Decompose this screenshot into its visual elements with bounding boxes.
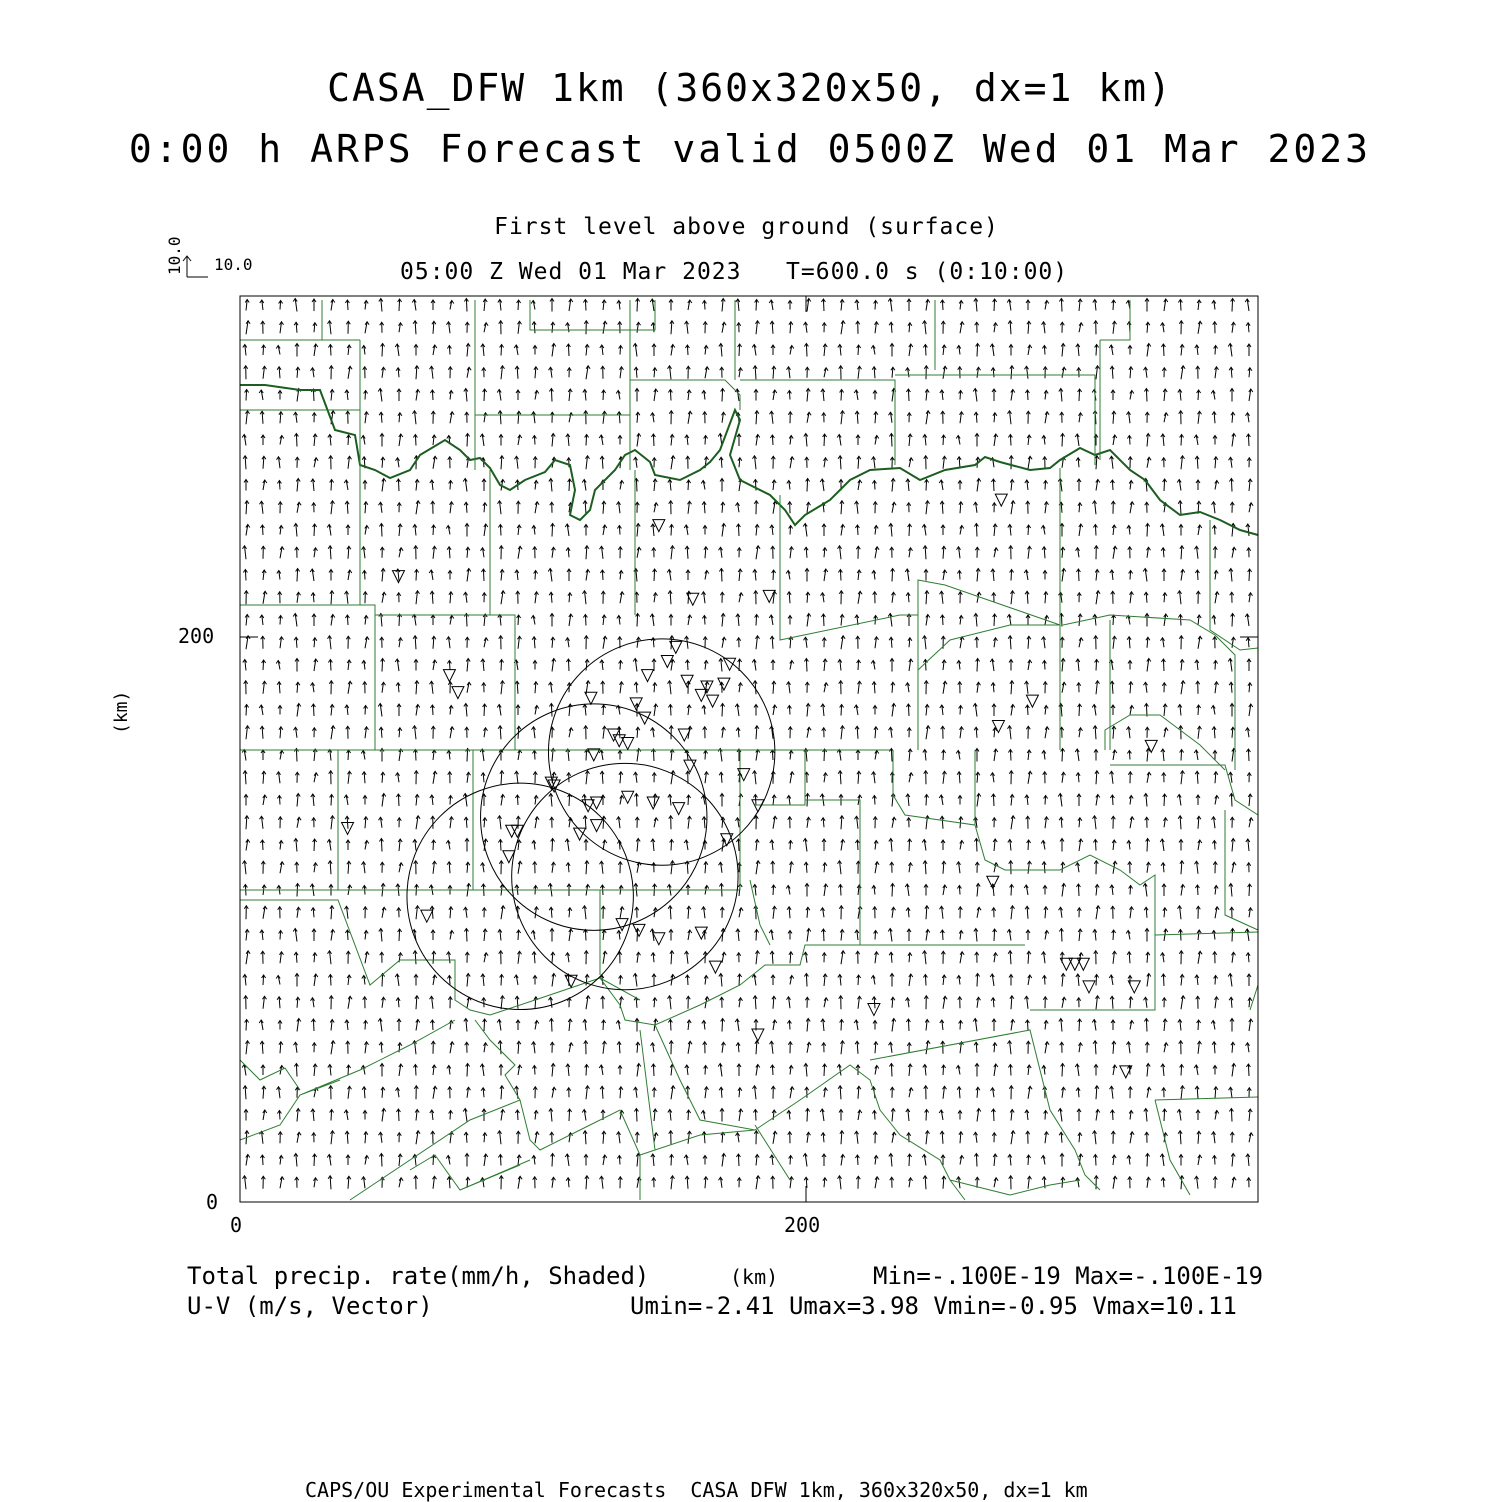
station-marker bbox=[673, 803, 685, 815]
wind-vector bbox=[1078, 569, 1079, 581]
station-marker bbox=[752, 1029, 764, 1041]
wind-vector bbox=[1249, 884, 1250, 896]
wind-vector bbox=[382, 659, 383, 672]
station-marker bbox=[642, 670, 654, 682]
wind-vector bbox=[976, 1154, 977, 1167]
wind-vector bbox=[722, 704, 723, 717]
wind-vector bbox=[484, 389, 485, 401]
wind-vector bbox=[1164, 794, 1165, 806]
station-marker bbox=[647, 797, 659, 809]
wind-vector bbox=[483, 569, 484, 581]
y-axis-label: (km) bbox=[111, 691, 132, 734]
wind-vector bbox=[1232, 929, 1233, 942]
wind-vector bbox=[738, 1154, 739, 1166]
wind-vector bbox=[568, 974, 569, 986]
footer-credit: CAPS/OU Experimental Forecasts CASA DFW 1km, 360x320x50, dx=1 km bbox=[305, 1478, 1088, 1502]
wind-vector bbox=[313, 1019, 314, 1031]
wind-vector bbox=[398, 479, 399, 491]
wind-vector bbox=[313, 704, 314, 716]
wind-vector bbox=[1248, 434, 1249, 446]
wind-vector bbox=[824, 434, 825, 446]
wind-vector bbox=[552, 524, 553, 537]
wind-vector bbox=[738, 524, 739, 536]
radar-ring bbox=[407, 783, 633, 1009]
wind-vector bbox=[1062, 749, 1063, 762]
wind-vector bbox=[909, 1154, 910, 1166]
vector-scale-x-label: 10.0 bbox=[214, 255, 253, 274]
wind-vector bbox=[1062, 434, 1063, 447]
station-marker bbox=[695, 927, 707, 939]
wind-vector bbox=[569, 1109, 570, 1121]
vector-scale-key bbox=[183, 256, 208, 277]
wind-vector bbox=[892, 884, 893, 897]
wind-vector bbox=[1163, 344, 1164, 356]
county-lines-north-east bbox=[240, 300, 1258, 1100]
wind-vector bbox=[806, 344, 807, 357]
wind-vector bbox=[721, 569, 722, 582]
wind-vector bbox=[654, 569, 655, 581]
station-marker bbox=[684, 760, 696, 772]
wind-vector bbox=[637, 299, 638, 312]
wind-vector bbox=[976, 524, 977, 537]
wind-vector bbox=[569, 794, 570, 806]
wind-vector bbox=[1248, 749, 1249, 761]
wind-vector bbox=[824, 1064, 825, 1076]
wind-vector bbox=[1163, 659, 1164, 671]
wind-vector bbox=[381, 1154, 382, 1167]
wind-vector bbox=[653, 1064, 654, 1076]
station-marker bbox=[653, 520, 665, 532]
wind-vector bbox=[908, 704, 909, 716]
station-marker bbox=[653, 933, 665, 945]
wind-vector bbox=[1248, 1064, 1249, 1076]
x-tick-200: 200 bbox=[784, 1213, 820, 1237]
footer-minmax: Min=-.100E-19 Max=-.100E-19 bbox=[873, 1262, 1263, 1290]
station-marker bbox=[622, 738, 634, 750]
station-marker bbox=[443, 670, 455, 682]
wind-vector bbox=[551, 1019, 552, 1032]
wind-vector bbox=[1231, 479, 1232, 492]
wind-vector bbox=[909, 839, 910, 851]
wind-vector bbox=[739, 974, 740, 986]
wind-vector bbox=[467, 434, 468, 447]
wind-vector bbox=[722, 1019, 723, 1032]
wind-vector bbox=[1164, 479, 1165, 491]
wind-vector bbox=[297, 569, 298, 582]
wind-vector bbox=[993, 1109, 994, 1121]
station-marker bbox=[1026, 695, 1038, 707]
wind-vector bbox=[314, 1154, 315, 1166]
y-tick-200: 200 bbox=[178, 624, 214, 648]
wind-vector bbox=[1147, 839, 1148, 852]
wind-vector bbox=[568, 344, 569, 356]
station-marker bbox=[506, 825, 518, 837]
wind-vector bbox=[381, 839, 382, 852]
wind-vector bbox=[1061, 929, 1062, 942]
wind-vector bbox=[637, 614, 638, 627]
wind-vector bbox=[823, 614, 824, 626]
wind-vector bbox=[552, 839, 553, 852]
wind-vector bbox=[909, 524, 910, 536]
county-lines-central bbox=[240, 605, 1155, 1010]
station-marker bbox=[1083, 981, 1095, 993]
station-marker bbox=[585, 692, 597, 704]
wind-vector bbox=[1078, 884, 1079, 896]
wind-vector bbox=[823, 929, 824, 941]
wind-vector bbox=[314, 839, 315, 851]
wind-vector bbox=[1231, 1109, 1232, 1122]
wind-vector bbox=[738, 839, 739, 851]
wind-vector bbox=[398, 794, 399, 806]
wind-vector bbox=[994, 929, 995, 941]
wind-vector bbox=[1232, 614, 1233, 627]
wind-vector bbox=[653, 434, 654, 446]
wind-vector bbox=[381, 524, 382, 537]
wind-vector bbox=[569, 479, 570, 491]
subtitle-level: First level above ground (surface) bbox=[0, 214, 1493, 240]
wind-vector bbox=[296, 1064, 297, 1077]
station-marker bbox=[588, 749, 600, 761]
river-line bbox=[240, 385, 1258, 535]
wind-vector bbox=[467, 1064, 468, 1077]
footer-field-shaded: Total precip. rate(mm/h, Shaded) bbox=[187, 1262, 649, 1290]
wind-vector bbox=[1231, 794, 1232, 807]
wind-vector bbox=[1163, 974, 1164, 986]
wind-vector bbox=[636, 1109, 637, 1122]
wind-vector bbox=[891, 1064, 892, 1077]
wind-vector bbox=[823, 299, 824, 311]
title-line-2: 0:00 h ARPS Forecast valid 0500Z Wed 01 Mar 2023 bbox=[0, 127, 1500, 171]
wind-vector bbox=[977, 974, 978, 987]
wind-vector bbox=[1061, 614, 1062, 627]
y-tick-0: 0 bbox=[206, 1190, 218, 1214]
wind-vector bbox=[1164, 1109, 1165, 1121]
station-marker bbox=[707, 695, 719, 707]
wind-vector bbox=[1079, 389, 1080, 401]
x-tick-0: 0 bbox=[230, 1213, 242, 1237]
wind-vector bbox=[806, 974, 807, 987]
county-boundaries bbox=[240, 300, 1258, 1200]
wind-vector bbox=[892, 569, 893, 582]
wind-vector bbox=[994, 614, 995, 626]
station-marker bbox=[591, 820, 603, 832]
station-marker bbox=[752, 800, 764, 812]
footer-uv-stats: Umin=-2.41 Umax=3.98 Vmin=-0.95 Vmax=10.11 bbox=[630, 1292, 1237, 1320]
wind-vector bbox=[314, 524, 315, 536]
wind-vector bbox=[382, 344, 383, 357]
wind-vector bbox=[484, 1019, 485, 1031]
footer-field-vector: U-V (m/s, Vector) bbox=[187, 1292, 433, 1320]
wind-vector bbox=[296, 434, 297, 447]
wind-vector bbox=[1249, 569, 1250, 581]
wind-vector bbox=[1061, 299, 1062, 312]
wind-vector bbox=[806, 659, 807, 672]
wind-vector bbox=[1146, 389, 1147, 402]
radar-range-rings bbox=[407, 639, 775, 1010]
wind-vector bbox=[399, 929, 400, 941]
wind-vector bbox=[484, 704, 485, 716]
wind-vector bbox=[994, 299, 995, 311]
wind-vector bbox=[976, 839, 977, 852]
wind-vector bbox=[908, 389, 909, 401]
wind-vector bbox=[977, 344, 978, 357]
station-marker bbox=[681, 675, 693, 687]
wind-vector bbox=[466, 299, 467, 312]
wind-vector bbox=[466, 929, 467, 942]
wind-vector bbox=[1147, 524, 1148, 537]
station-marker bbox=[868, 1004, 880, 1016]
station-marker bbox=[616, 919, 628, 931]
wind-vector bbox=[1062, 1064, 1063, 1077]
wind-vector bbox=[807, 479, 808, 492]
wind-vector bbox=[739, 344, 740, 356]
wind-vector bbox=[636, 479, 637, 492]
wind-vector bbox=[1079, 704, 1080, 716]
wind-vector-field bbox=[242, 299, 1253, 1190]
county-lines-south bbox=[240, 880, 1190, 1200]
wind-vector bbox=[1232, 299, 1233, 312]
wind-vector bbox=[1147, 1154, 1148, 1167]
wind-vector bbox=[653, 749, 654, 761]
wind-vector bbox=[824, 749, 825, 761]
x-axis-label: (km) bbox=[730, 1265, 778, 1289]
wind-vector bbox=[1146, 1019, 1147, 1032]
wind-vector bbox=[636, 794, 637, 807]
station-marker bbox=[709, 961, 721, 973]
subtitle-time: 05:00 Z Wed 01 Mar 2023 T=600.0 s (0:10:00) bbox=[400, 259, 1068, 285]
wind-vector bbox=[908, 1019, 909, 1031]
wind-vector bbox=[1079, 1019, 1080, 1031]
station-marker bbox=[718, 678, 730, 690]
wind-vector bbox=[977, 659, 978, 672]
vector-scale-y-label: 10.0 bbox=[165, 236, 184, 275]
wind-vector bbox=[891, 749, 892, 762]
wind-vector bbox=[398, 1109, 399, 1121]
wind-vector bbox=[399, 299, 400, 311]
wind-vector bbox=[722, 389, 723, 402]
wind-vector bbox=[551, 389, 552, 402]
station-marker bbox=[452, 687, 464, 699]
wind-vector bbox=[807, 1109, 808, 1122]
title-line-1: CASA_DFW 1km (360x320x50, dx=1 km) bbox=[0, 66, 1500, 110]
wind-vector bbox=[993, 479, 994, 491]
wind-vector bbox=[891, 434, 892, 447]
station-marker bbox=[995, 494, 1007, 506]
wind-vector bbox=[568, 659, 569, 671]
wind-vector bbox=[552, 1154, 553, 1167]
station-marker bbox=[421, 910, 433, 922]
station-markers bbox=[342, 494, 1158, 1078]
wind-vector bbox=[637, 929, 638, 942]
wind-vector bbox=[399, 614, 400, 626]
wind-vector bbox=[993, 794, 994, 806]
wind-vector bbox=[551, 704, 552, 717]
